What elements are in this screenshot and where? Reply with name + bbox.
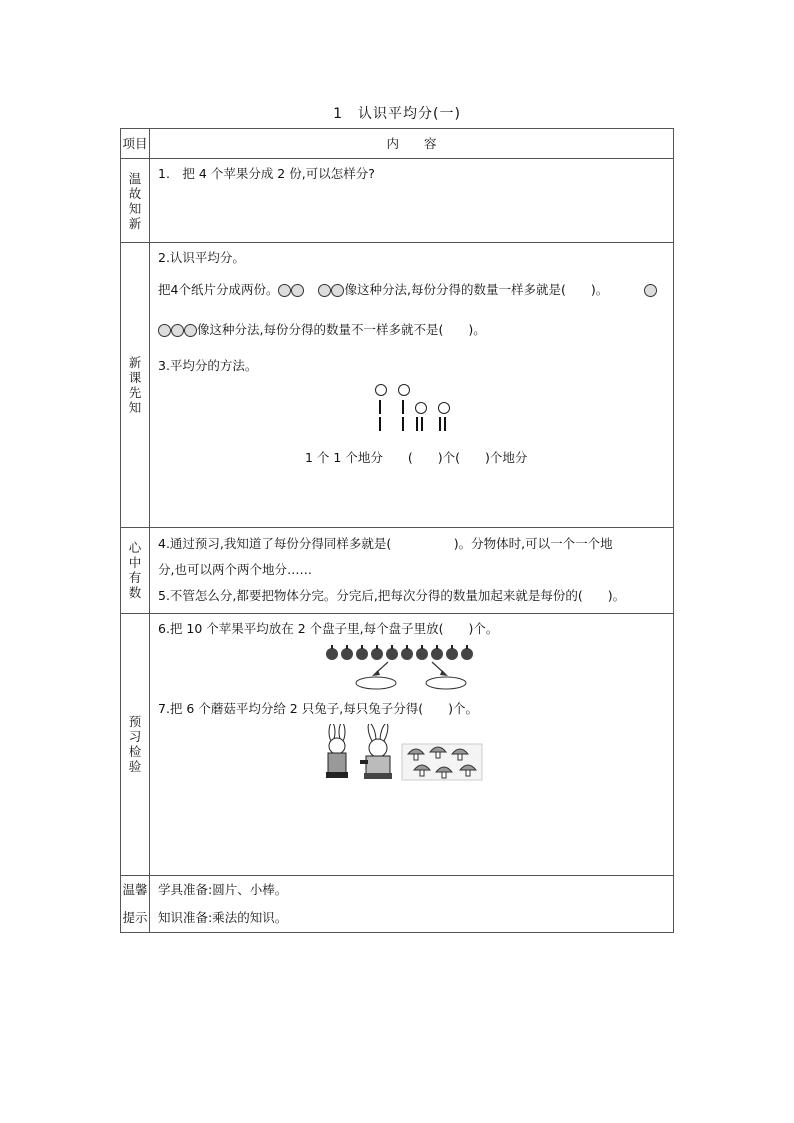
paper-circle-icon xyxy=(171,324,184,337)
paper-circle-icon xyxy=(318,284,331,297)
stick-icon xyxy=(402,400,404,414)
paper-circle-icon xyxy=(278,284,291,297)
question-2-title: 2.认识平均分。 xyxy=(158,250,245,265)
question-7: 7.把 6 个蘑菇平均分给 2 只兔子,每只兔子分得( )个。 xyxy=(158,701,478,716)
tip-knowledge: 知识准备:乘法的知识。 xyxy=(158,910,288,925)
section-label-tips: 温馨 提示 xyxy=(121,876,150,933)
question-4-line-1: 4.通过预习,我知道了每份分得同样多就是( )。分物体时,可以一个一个地 xyxy=(158,536,613,551)
stick-icon xyxy=(402,417,404,431)
question-2-line-2: 像这种分法,每份分得的数量不一样多就不是( )。 xyxy=(150,317,673,343)
question-3-answer: 1 个 1 个地分 ( )个( )个地分 xyxy=(305,450,528,465)
section-tips xyxy=(150,876,674,933)
stick-icon xyxy=(439,417,441,431)
section-label-review: 温 故 知 新 xyxy=(121,159,150,243)
question-1: 1. 把 4 个苹果分成 2 份,可以怎样分? xyxy=(158,166,375,181)
section-label-preview: 新 课 先 知 xyxy=(121,243,150,528)
section-label-check: 预 习 检 验 xyxy=(121,614,150,876)
apples-plates-figure xyxy=(150,642,673,690)
tip-tools: 学具准备:圆片、小棒。 xyxy=(158,882,288,897)
stick-icon xyxy=(444,417,446,431)
question-3-title: 3.平均分的方法。 xyxy=(158,358,258,373)
plates-drawing xyxy=(340,648,520,692)
header-content: 内 容 xyxy=(150,129,674,159)
paper-circle-icon xyxy=(331,284,344,297)
circle-icon xyxy=(415,402,427,414)
section-check xyxy=(150,614,674,876)
page-title: 1 认识平均分(一) xyxy=(333,106,461,122)
section-heart xyxy=(150,528,674,614)
stick-icon xyxy=(379,417,381,431)
header-item: 项目 xyxy=(121,129,150,159)
rabbit-icon xyxy=(326,724,348,778)
stick-icon xyxy=(416,417,418,431)
question-5: 5.不管怎么分,都要把物体分完。分完后,把每次分得的数量加起来就是每份的( )。 xyxy=(158,588,626,603)
circle-icon xyxy=(438,402,450,414)
worksheet-table xyxy=(120,128,674,933)
section-review xyxy=(150,159,674,243)
stick-icon xyxy=(379,400,381,414)
rabbits-mushrooms-figure xyxy=(150,722,673,782)
question-6: 6.把 10 个苹果平均放在 2 个盘子里,每个盘子里放( )个。 xyxy=(158,621,499,636)
sticks-figure xyxy=(150,379,673,441)
paper-circle-icon xyxy=(644,284,657,297)
circle-icon xyxy=(375,384,387,396)
question-4-line-2: 分,也可以两个两个地分…… xyxy=(158,562,312,577)
rabbits-drawing xyxy=(322,724,492,782)
paper-circle-icon xyxy=(158,324,171,337)
apple-icon xyxy=(326,648,338,660)
plate-icon xyxy=(356,677,396,689)
rabbit-icon xyxy=(360,724,392,779)
question-2-line-1: 把4个纸片分成两份。 像这种分法,每份分得的数量一样多就是( )。 xyxy=(150,277,673,303)
paper-circle-icon xyxy=(291,284,304,297)
section-preview xyxy=(150,243,674,528)
plate-icon xyxy=(426,677,466,689)
circle-icon xyxy=(398,384,410,396)
stick-icon xyxy=(421,417,423,431)
paper-circle-icon xyxy=(184,324,197,337)
section-label-heart: 心 中 有 数 xyxy=(121,528,150,614)
